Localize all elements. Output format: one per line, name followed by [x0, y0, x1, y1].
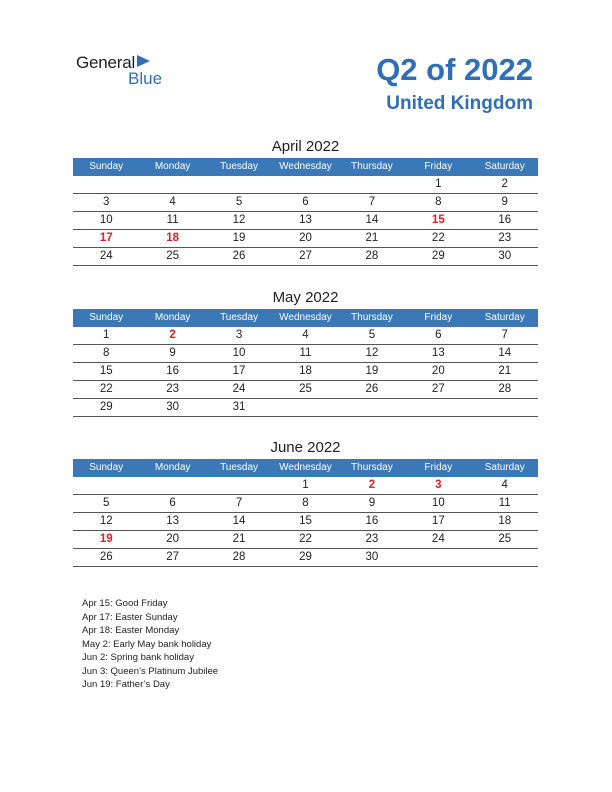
- day-cell: 1: [302, 479, 309, 491]
- day-cell: 19: [365, 365, 379, 377]
- month-title: June 2022: [270, 439, 341, 456]
- day-cell: 3: [435, 479, 442, 491]
- weekday-label: Thursday: [351, 312, 393, 323]
- weekday-label: Wednesday: [279, 462, 332, 473]
- weekday-label: Friday: [424, 462, 453, 473]
- day-cell: 22: [99, 383, 113, 395]
- day-cell: 23: [166, 383, 180, 395]
- day-cell: 20: [431, 365, 445, 377]
- month-title: May 2022: [272, 289, 339, 306]
- week-row: [73, 477, 538, 495]
- weekday-header: [73, 158, 538, 176]
- day-cell: 8: [103, 347, 110, 359]
- day-cell: 7: [235, 497, 243, 509]
- day-cell: 14: [232, 515, 246, 527]
- day-cell: 9: [501, 196, 508, 208]
- day-cell: [139, 176, 205, 193]
- month-may: [73, 287, 538, 417]
- day-cell: 18: [498, 515, 512, 527]
- day-cell: 13: [431, 347, 445, 359]
- day-cell: 9: [368, 497, 376, 509]
- day-cell: 10: [431, 497, 445, 509]
- day-cell: 17: [99, 232, 113, 244]
- day-cell: 23: [365, 533, 379, 545]
- weekday-label: Monday: [154, 312, 191, 323]
- week-row: [73, 513, 538, 531]
- weekday-label: Thursday: [351, 462, 393, 473]
- day-cell: 25: [498, 533, 512, 545]
- day-cell: 21: [498, 365, 512, 377]
- day-cell: 17: [431, 515, 445, 527]
- week-row: [73, 495, 538, 513]
- day-cell: 22: [431, 232, 445, 244]
- month-april: [73, 136, 538, 266]
- day-cell: [272, 399, 338, 416]
- weekday-label: Friday: [424, 312, 453, 323]
- day-cell: 21: [232, 533, 246, 545]
- month-june: [73, 437, 538, 567]
- day-cell: 26: [365, 383, 379, 395]
- day-cell: 25: [299, 383, 312, 395]
- day-cell: 17: [232, 365, 246, 377]
- day-cell: 22: [299, 533, 312, 545]
- holiday-item: Jun 2: Spring bank holiday: [82, 652, 194, 663]
- day-cell: 30: [498, 250, 512, 262]
- day-cell: 11: [166, 214, 179, 226]
- day-cell: 9: [169, 347, 176, 359]
- holiday-item: Jun 3: Queen’s Platinum Jubilee: [82, 665, 219, 677]
- day-cell: [206, 477, 272, 494]
- day-cell: [339, 176, 405, 193]
- holiday-item: Apr 17: Easter Sunday: [82, 611, 178, 623]
- day-cell: 12: [365, 347, 379, 359]
- day-cell: 5: [368, 329, 376, 341]
- day-cell: 10: [99, 214, 113, 226]
- week-row: [73, 381, 538, 399]
- day-cell: [405, 399, 471, 416]
- month-title: April 2022: [271, 138, 340, 155]
- day-cell: 24: [431, 533, 445, 545]
- logo-triangle-icon: [137, 55, 150, 67]
- day-cell: 6: [169, 497, 176, 509]
- day-cell: [139, 477, 205, 494]
- day-cell: [472, 399, 538, 416]
- holiday-item: May 2: Early May bank holiday: [82, 638, 212, 650]
- day-cell: 8: [302, 497, 309, 509]
- day-cell: 16: [166, 365, 180, 377]
- week-row: [73, 363, 538, 381]
- day-cell: 16: [498, 214, 512, 226]
- day-cell: [73, 176, 139, 193]
- day-cell: 20: [299, 232, 312, 244]
- day-cell: 3: [235, 329, 243, 341]
- logo: [76, 53, 176, 89]
- day-cell: 31: [232, 401, 246, 413]
- day-cell: 15: [299, 515, 312, 527]
- week-row: [73, 194, 538, 212]
- week-row: [73, 176, 538, 194]
- weekday-label: Wednesday: [279, 312, 332, 323]
- day-cell: [272, 176, 338, 193]
- holiday-list: [82, 597, 218, 692]
- day-cell: [472, 549, 538, 566]
- week-row: [73, 327, 538, 345]
- week-row: [73, 212, 538, 230]
- day-cell: 14: [365, 214, 379, 226]
- weekday-label: Sunday: [89, 462, 124, 473]
- day-cell: 20: [166, 533, 180, 545]
- day-cell: 4: [302, 329, 309, 341]
- day-cell: 3: [103, 196, 110, 208]
- day-cell: 5: [103, 497, 110, 509]
- weekday-label: Monday: [154, 462, 191, 473]
- day-cell: [73, 477, 139, 494]
- day-cell: 11: [299, 347, 312, 359]
- day-cell: [405, 549, 471, 566]
- weekday-label: Sunday: [89, 161, 124, 172]
- day-cell: 6: [302, 196, 309, 208]
- day-cell: 24: [99, 250, 113, 262]
- logo-general-text: General: [76, 53, 136, 72]
- week-row: [73, 549, 538, 567]
- weekday-header: [73, 309, 538, 327]
- holiday-item: Apr 18: Easter Monday: [82, 625, 180, 636]
- day-cell: 2: [368, 479, 376, 491]
- day-cell: 21: [365, 232, 379, 244]
- holiday-item: Apr 15: Good Friday: [82, 598, 168, 609]
- day-cell: 14: [498, 347, 512, 359]
- week-row: [73, 531, 538, 549]
- weekday-label: Friday: [424, 161, 453, 172]
- day-cell: 13: [166, 515, 180, 527]
- day-cell: 18: [299, 365, 312, 377]
- day-cell: 16: [365, 515, 379, 527]
- day-cell: 24: [232, 383, 246, 395]
- day-cell: 25: [166, 250, 180, 262]
- day-cell: 27: [299, 250, 312, 262]
- weekday-label: Saturday: [484, 462, 525, 473]
- weekday-label: Tuesday: [220, 462, 259, 473]
- day-cell: 2: [169, 329, 176, 341]
- day-cell: 1: [435, 178, 442, 190]
- day-cell: 8: [435, 196, 442, 208]
- weekday-label: Tuesday: [220, 312, 259, 323]
- week-row: [73, 399, 538, 417]
- day-cell: 29: [99, 401, 113, 413]
- day-cell: 27: [166, 551, 180, 563]
- day-cell: 26: [232, 250, 246, 262]
- day-cell: 4: [501, 479, 508, 491]
- week-row: [73, 345, 538, 363]
- day-cell: 30: [166, 401, 180, 413]
- day-cell: 11: [498, 497, 511, 509]
- day-cell: 7: [368, 196, 376, 208]
- day-cell: 29: [431, 250, 445, 262]
- day-cell: 12: [232, 214, 246, 226]
- day-cell: 30: [365, 551, 379, 563]
- day-cell: 28: [365, 250, 379, 262]
- day-cell: 29: [299, 551, 312, 563]
- day-cell: 28: [498, 383, 512, 395]
- day-cell: 18: [166, 232, 180, 244]
- day-cell: 15: [431, 214, 445, 226]
- weekday-label: Monday: [154, 161, 191, 172]
- day-cell: 7: [501, 329, 508, 341]
- day-cell: 10: [232, 347, 246, 359]
- weekday-label: Tuesday: [220, 161, 259, 172]
- day-cell: 12: [99, 515, 113, 527]
- page-subtitle: United Kingdom: [386, 93, 533, 114]
- weekday-label: Thursday: [351, 161, 393, 172]
- weekday-header: [73, 459, 538, 477]
- day-cell: 15: [99, 365, 113, 377]
- holiday-item: Jun 19: Father’s Day: [82, 679, 170, 690]
- day-cell: 2: [501, 178, 508, 190]
- day-cell: 26: [99, 551, 113, 563]
- day-cell: 4: [169, 196, 176, 208]
- day-cell: 5: [235, 196, 243, 208]
- week-row: [73, 248, 538, 266]
- day-cell: 27: [431, 383, 445, 395]
- weekday-label: Saturday: [484, 312, 525, 323]
- weekday-label: Wednesday: [279, 161, 332, 172]
- day-cell: [339, 399, 405, 416]
- day-cell: 19: [99, 533, 113, 545]
- day-cell: 19: [232, 232, 246, 244]
- page-title: Q2 of 2022: [376, 52, 533, 87]
- weekday-label: Saturday: [484, 161, 525, 172]
- logo-blue-text: Blue: [128, 69, 163, 88]
- day-cell: 6: [435, 329, 442, 341]
- day-cell: 23: [498, 232, 512, 244]
- day-cell: 28: [232, 551, 246, 563]
- day-cell: [206, 176, 272, 193]
- day-cell: 1: [103, 329, 110, 341]
- day-cell: 13: [299, 214, 312, 226]
- week-row: [73, 230, 538, 248]
- weekday-label: Sunday: [89, 312, 124, 323]
